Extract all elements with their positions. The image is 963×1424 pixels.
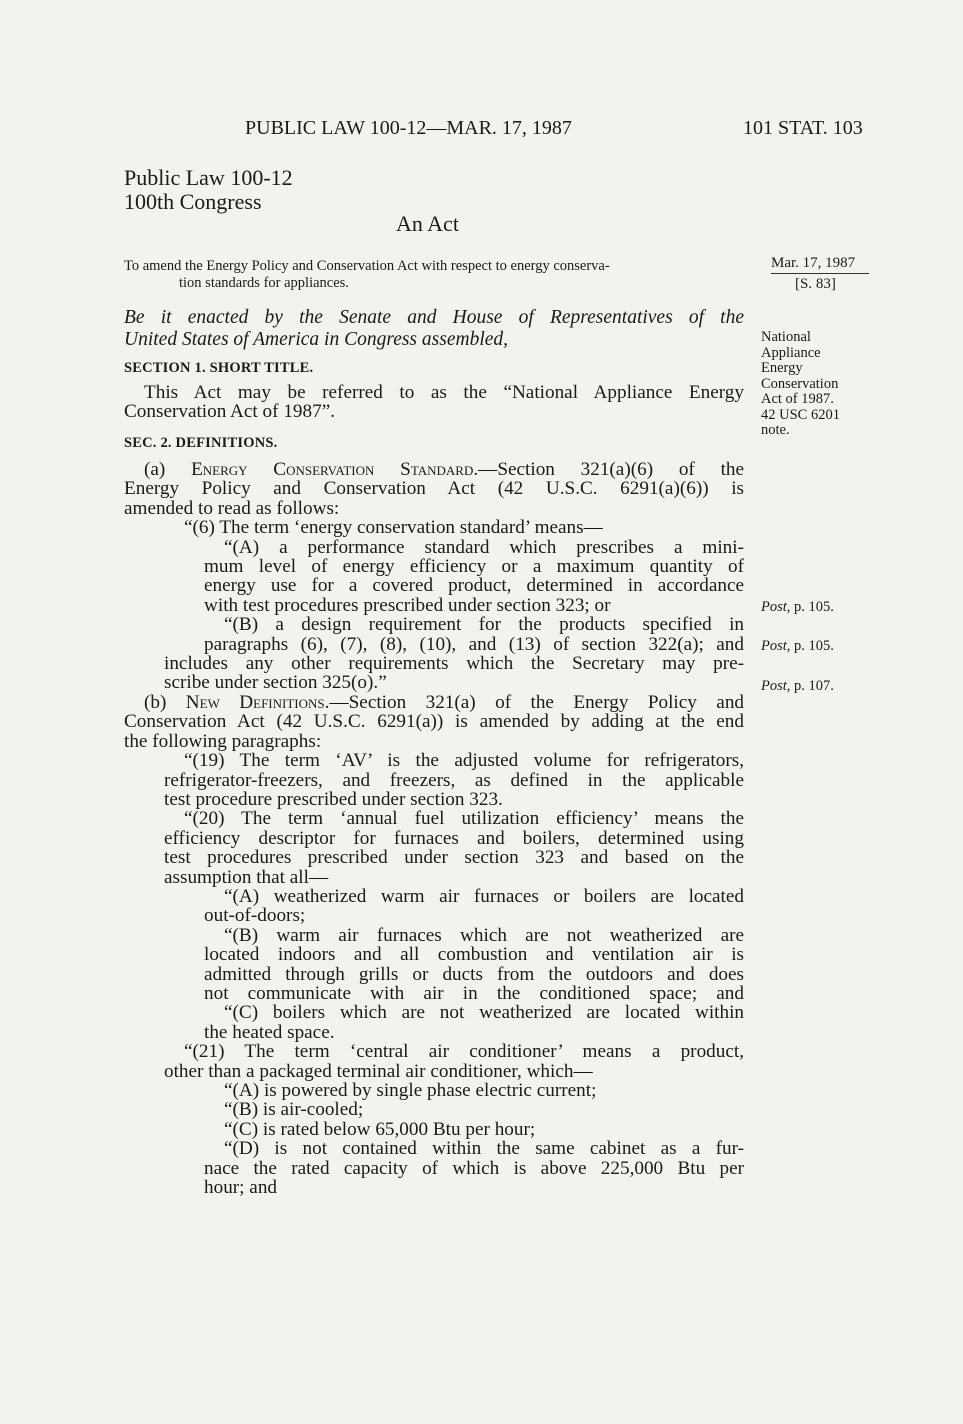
enacting-line-2: United States of America in Congress assembled, [124, 329, 509, 350]
definition-21d-line: hour; and [204, 1177, 278, 1199]
definition-6b-line: paragraphs (6), (7), (8), (10), and (13) of section 322(a); and [204, 633, 744, 655]
section-2-body [124, 460, 744, 1197]
margin-short-title-note [761, 330, 840, 439]
subsection-a-label: (a) [144, 459, 192, 480]
definition-21d-line: “(D) is not contained within the same cabinet as a fur- [224, 1138, 744, 1160]
subsection-b-line-1 [124, 693, 744, 712]
subsection-a-line-3: amended to read as follows: [124, 497, 340, 519]
definition-21b-line: “(B) is air-cooled; [224, 1099, 364, 1121]
definition-6a-line: “(A) a performance standard which prescribes a mini- [224, 536, 744, 558]
definition-20-line: efficiency descriptor for furnaces and boilers, determined using [164, 827, 744, 849]
section-1-heading: SECTION 1. SHORT TITLE. [124, 360, 314, 376]
definition-21-line: “(21) The term ‘central air conditioner’ means a product, [184, 1041, 744, 1063]
definition-20b-line: located indoors and all combustion and ventilation air is [204, 944, 744, 966]
subsection-a-line-2: Energy Policy and Conservation Act (42 U.S.C. 6291(a)(6)) is [124, 478, 744, 500]
definition-21a-line: “(A) is powered by single phase electric current; [224, 1080, 597, 1101]
definition-20c-line: “(C) boilers which are not weatherized are located within [224, 1002, 744, 1024]
definition-6a-line: energy use for a covered product, determined in accordance [204, 575, 744, 597]
definition-20b-line: not communicate with air in the conditioned space; and [204, 982, 744, 1004]
congress-number: 100th Congress [124, 189, 262, 214]
definition-19-line: refrigerator-freezers, and freezers, as defined in the applicable [164, 769, 744, 791]
definition-20a-line: “(A) weatherized warm air furnaces or boilers are located [224, 885, 744, 907]
definition-6a-line: mum level of energy efficiency or a maximum quantity of [204, 556, 744, 578]
section-1-body [124, 383, 744, 422]
act-title: An Act [396, 211, 459, 236]
subsection-b-line-2: Conservation Act (42 U.S.C. 6291(a)) is amended by adding at the end [124, 711, 744, 733]
running-header-title: PUBLIC LAW 100-12—MAR. 17, 1987 [245, 117, 572, 139]
running-header-stat: 101 STAT. 103 [743, 117, 863, 139]
definition-20b-line: admitted through grills or ducts from the outdoors and does [204, 963, 744, 985]
ref-page: p. 107. [794, 678, 834, 694]
subsection-b-heading: New Definitions. [185, 691, 330, 713]
ref-page: p. 105. [794, 638, 834, 654]
definition-20a-line: out-of-doors; [204, 905, 306, 927]
note-line: 42 USC 6201 [761, 406, 840, 423]
definition-21c-line: “(C) is rated below 65,000 Btu per hour; [224, 1118, 536, 1140]
definition-6-tail-line: scribe under section 325(o).” [164, 672, 387, 694]
definition-6a-line: with test procedures prescribed under section 323; or [204, 594, 611, 616]
definition-20-line: “(20) The term ‘annual fuel utilization efficiency’ means the [184, 808, 744, 830]
note-line: Act of 1987. [761, 391, 834, 407]
margin-ref-1: Post, p. 105. [761, 599, 834, 615]
section-1-line: Conservation Act of 1987”. [124, 401, 336, 423]
margin-ref-3: Post, p. 107. [761, 678, 834, 694]
law-number: Public Law 100-12 [124, 165, 293, 190]
definition-19-line: “(19) The term ‘AV’ is the adjusted volume for refrigerators, [184, 750, 744, 772]
subsection-b-text: —Section 321(a) of the Energy Policy and [329, 691, 745, 713]
note-line: Conservation [761, 375, 839, 392]
definition-21-line: other than a packaged terminal air conditioner, which— [164, 1060, 593, 1082]
enacting-line-1: Be it enacted by the Senate and House of Representatives of the [124, 307, 744, 328]
definition-20-line: assumption that all— [164, 866, 329, 888]
subsection-b-line-3: the following paragraphs: [124, 730, 322, 752]
section-1-line: This Act may be referred to as the “National Appliance Energy [144, 382, 744, 403]
subsection-a-line-1 [124, 460, 744, 479]
ref-page: p. 105. [794, 599, 834, 615]
definition-20b-line: “(B) warm air furnaces which are not weatherized are [224, 924, 744, 946]
note-line: note. [761, 422, 790, 438]
margin-date: Mar. 17, 1987 [771, 255, 869, 274]
margin-bill-number: [S. 83] [795, 276, 836, 292]
subsection-a-heading: Energy Conservation Standard. [191, 459, 479, 480]
definition-6b-line: “(B) a design requirement for the products specified in [224, 614, 744, 636]
margin-ref-2: Post, p. 105. [761, 638, 834, 654]
definition-20-line: test procedures prescribed under section 323 and based on the [164, 847, 744, 869]
subsection-b-label: (b) [144, 691, 186, 713]
note-line: Appliance [761, 344, 821, 361]
purpose-line-1: To amend the Energy Policy and Conservation Act with respect to energy conserva- [124, 258, 610, 274]
note-line: Energy [761, 360, 803, 376]
note-line: National [761, 329, 811, 345]
definition-21d-line: nace the rated capacity of which is above 225,000 Btu per [204, 1157, 744, 1179]
purpose-line-2: tion standards for appliances. [179, 275, 349, 291]
section-2-heading: SEC. 2. DEFINITIONS. [124, 435, 278, 451]
definition-20c-line: the heated space. [204, 1021, 335, 1043]
definition-6-intro: “(6) The term ‘energy conservation standard’ means— [184, 517, 603, 539]
subsection-a-text: —Section 321(a)(6) of the [478, 459, 745, 480]
enacting-clause [124, 307, 744, 351]
definition-19-line: test procedure prescribed under section 323. [164, 788, 503, 810]
definition-6-tail-line: includes any other requirements which the Secretary may pre- [164, 653, 744, 675]
